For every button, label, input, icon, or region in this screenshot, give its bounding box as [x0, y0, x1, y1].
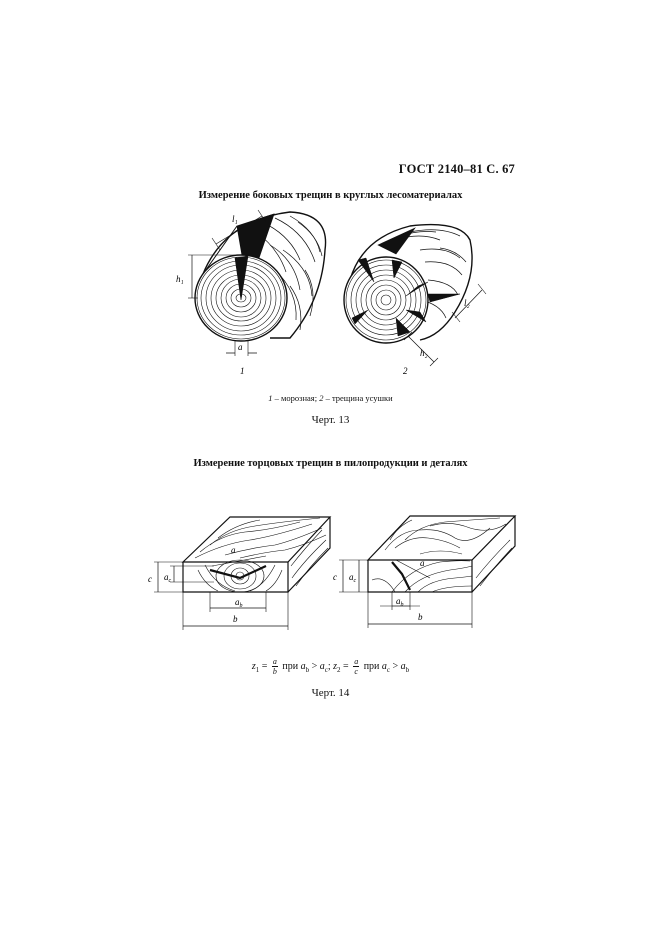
label-h1: h₁: [176, 274, 184, 284]
board1-label-a: a: [231, 545, 236, 555]
figure-number-2: 2: [403, 366, 408, 376]
board2-label-ab: $a_b$: [396, 596, 404, 608]
chart-label-13: Черт. 13: [311, 414, 350, 426]
section-title-end-cracks: Измерение торцовых трещин в пилопродукции и деталях: [193, 458, 468, 469]
log-2-drawing: [344, 225, 486, 366]
board2-label-c: c: [333, 572, 337, 582]
board1-label-ac: $a_c$: [164, 572, 172, 584]
label-h2: h₂: [420, 348, 428, 358]
chart-label-14: Черт. 14: [311, 687, 350, 699]
board2-label-a: a: [420, 558, 425, 568]
board-1-drawing: [154, 517, 330, 630]
label-a-log: a: [238, 342, 243, 352]
board1-label-b: b: [233, 614, 238, 624]
figure-number-1: 1: [240, 366, 245, 376]
board2-label-b: b: [418, 612, 423, 622]
board1-label-c: c: [148, 574, 152, 584]
log-1-drawing: [188, 210, 326, 356]
board2-label-ac: $a_c$: [349, 572, 357, 584]
formula: $z_1$ = $\frac{a}{b}$ при $a_b > a_c$; $z_2$ = $\frac{a}{c}$ при $a_c > a_b$: [251, 657, 410, 676]
section-title-side-cracks: Измерение боковых трещин в круглых лесоматериалах: [198, 190, 463, 201]
board1-label-ab: $a_b$: [235, 597, 243, 609]
label-l1: l₁: [232, 214, 238, 224]
page-header: ГОСТ 2140–81 С. 67: [398, 162, 515, 176]
label-l2: l₂: [464, 298, 470, 308]
board-2-drawing: [339, 516, 515, 628]
figure-13-legend: 1 – морозная; 2 – трещина усушки: [268, 393, 393, 403]
